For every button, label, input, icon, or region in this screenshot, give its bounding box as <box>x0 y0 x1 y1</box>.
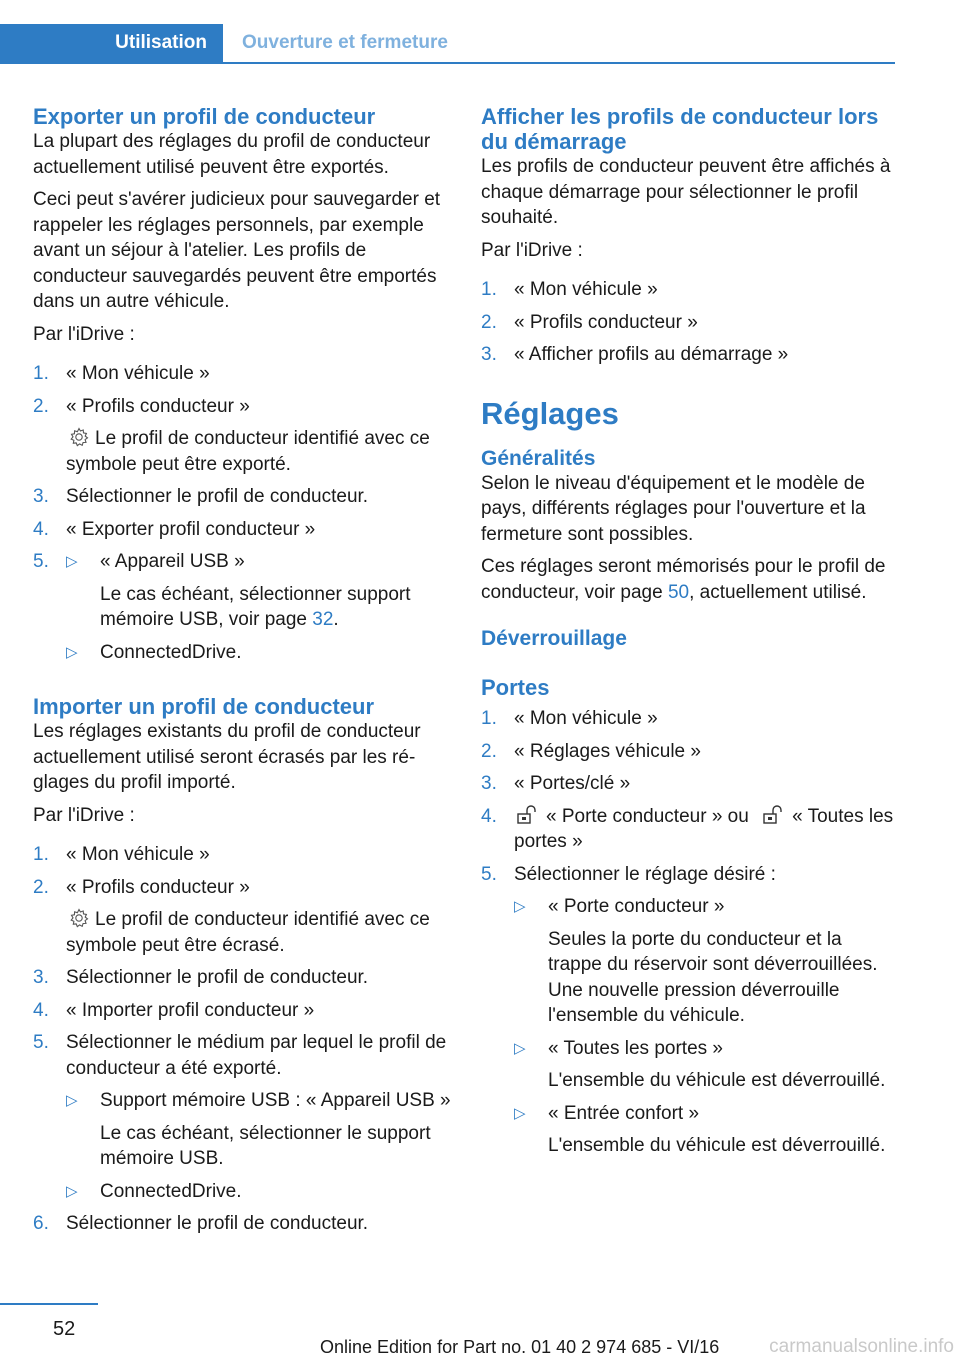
triangle-right-icon: ▷ <box>66 1182 78 1200</box>
option-description: L'ensemble du véhicule est déverrouillé. <box>548 1070 886 1091</box>
section-title-export: Exporter un profil de conducteur <box>33 104 376 129</box>
step-item: 4. « Porte conducteur » ou « Toutes les portes » <box>481 805 894 852</box>
footer-rule <box>0 1303 98 1305</box>
profile-icon-note: Le profil de conducteur identifié avec ce symbole peut être exporté. <box>66 428 430 475</box>
step-item: 2. « Profils conducteur » <box>481 311 698 333</box>
usb-note: Le cas échéant, sélectionner support mémoire USB, voir page 32. <box>100 583 411 630</box>
edition-text: Online Edition for Part no. 01 40 2 974 685 - VI/16 <box>320 1337 720 1357</box>
step-item: 5. ▷ « Appareil USB » <box>33 549 451 575</box>
tab-ouverture-fermeture[interactable]: Ouverture et fermeture <box>242 32 448 53</box>
usb-note: Le cas échéant, sélectionner le support mémoire USB. <box>100 1122 431 1169</box>
step-item: 2. « Réglages véhicule » <box>481 740 701 762</box>
door-lock-icon <box>762 805 784 825</box>
gear-icon <box>69 908 89 928</box>
triangle-right-icon: ▷ <box>66 553 78 570</box>
sub-step-item: ▷ ConnectedDrive. <box>33 1179 451 1205</box>
step-item: 3. Sélectionner le profil de conducteur. <box>33 967 369 988</box>
step-item: 3. « Portes/clé » <box>481 773 631 794</box>
subsection-title-portes: Portes <box>481 675 550 700</box>
paragraph: Les réglages existants du profil de conducteur actuellement utilisé seront écrasés par les réglages du profil importé. <box>33 721 421 793</box>
triangle-right-icon: ▷ <box>66 1092 78 1109</box>
watermark: carmanualsonline.info <box>769 1336 954 1357</box>
step-item: 4. « Importer profil conducteur » <box>33 999 315 1021</box>
sub-step-item: ▷ Support mémoire USB : « Appareil USB » <box>33 1088 451 1114</box>
profile-icon-note: Le profil de conducteur identifié avec ce symbole peut être écrasé. <box>66 909 430 956</box>
step-item: 1. « Mon véhicule » <box>33 363 210 384</box>
header-tabbar <box>0 24 895 64</box>
chapter-title-reglages: Réglages <box>481 395 619 431</box>
paragraph: Par l'iDrive : <box>33 804 135 826</box>
step-item: 1. « Mon véhicule » <box>481 279 658 300</box>
paragraph: Ces réglages seront mémorisés pour le profil de conducteur, voir page 50, actuellement utilisé. <box>481 556 886 603</box>
paragraph: Ceci peut s'avérer judicieux pour sauvegarder et rappeler les réglages personnels, par exemple avant un séjour à l'atelier. Les profils de conducteur sauvegardés peuvent être emportés dans un autre véhicule. <box>33 189 441 312</box>
paragraph: Par l'iDrive : <box>33 323 135 345</box>
paragraph: Par l'iDrive : <box>481 239 583 261</box>
sub-step-item: ▷ ConnectedDrive. <box>33 640 451 666</box>
triangle-right-icon: ▷ <box>514 898 526 915</box>
paragraph: Les profils de conducteur peuvent être affichés à chaque démarrage pour sélectionner le profil souhaité. <box>481 156 891 228</box>
step-item: 2. « Profils conducteur » <box>33 395 250 417</box>
gear-icon <box>69 427 89 447</box>
step-item: 5. Sélectionner le réglage désiré : <box>481 863 776 885</box>
step-item: 5. Sélectionner le médium par lequel le profil de conducteur a été exporté. <box>33 1032 447 1079</box>
paragraph: La plupart des réglages du profil de conducteur actuellement utilisé peuvent être exportés. <box>33 131 431 178</box>
step-item: 1. « Mon véhicule » <box>33 844 210 865</box>
step-item: 6. Sélectionner le profil de conducteur. <box>33 1213 369 1234</box>
right-column <box>481 104 897 1166</box>
step-item: 3. Sélectionner le profil de conducteur. <box>33 486 369 507</box>
page-link-50[interactable]: 50 <box>667 581 690 603</box>
option-description: L'ensemble du véhicule est déverrouillé. <box>548 1135 886 1156</box>
section-title-import: Importer un profil de conducteur <box>33 694 375 719</box>
paragraph: Selon le niveau d'équipement et le modèle de pays, différents réglages pour l'ouverture et la fermeture sont possibles. <box>481 472 866 545</box>
step-item: 3. « Afficher profils au démarrage » <box>481 344 789 365</box>
sub-step-item: ▷ « Porte conducteur » <box>481 894 897 920</box>
sub-step-item: ▷ « Entrée confort » <box>481 1101 897 1127</box>
tab-utilisation[interactable]: Utilisation <box>0 24 223 62</box>
sub-step-item: ▷ « Toutes les portes » <box>481 1036 897 1062</box>
step-item: 4. « Exporter profil conducteur » <box>33 518 316 540</box>
page-number: 52 <box>53 1318 76 1340</box>
section-title-show-profiles: Afficher les profils de conducteur lors du démarrage <box>481 104 879 154</box>
step-item: 1. « Mon véhicule » <box>481 708 658 729</box>
left-column <box>33 104 451 1244</box>
triangle-right-icon: ▷ <box>66 643 78 661</box>
step-item: 2. « Profils conducteur » <box>33 876 250 898</box>
option-description: Seules la porte du conducteur et la trappe du réservoir sont déverrouillées. Une nouvelle pression déverrouille l'ensemble du véhicule. <box>548 928 878 1026</box>
triangle-right-icon: ▷ <box>514 1039 526 1057</box>
page-link-32[interactable]: 32 <box>312 609 334 630</box>
subsection-title-generalites: Généralités <box>481 446 596 470</box>
triangle-right-icon: ▷ <box>514 1104 526 1122</box>
subsection-title-deverrouillage: Déverrouillage <box>481 627 627 650</box>
door-lock-icon <box>516 805 538 825</box>
